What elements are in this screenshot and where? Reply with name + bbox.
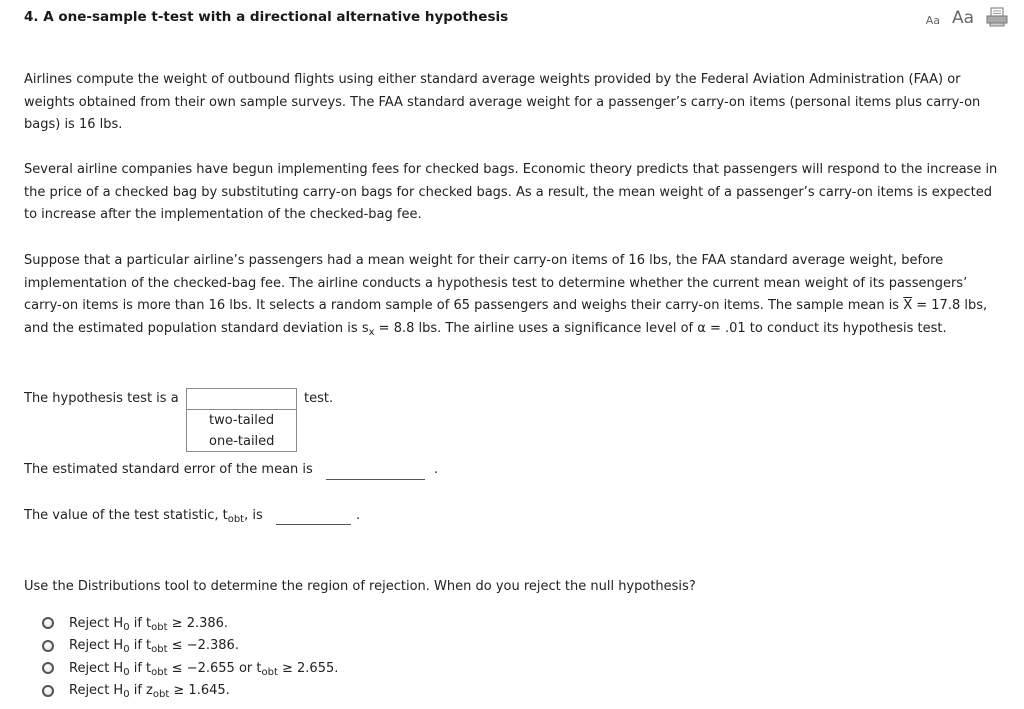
rejection-option[interactable] bbox=[42, 657, 338, 680]
option-text: Reject H bbox=[69, 683, 124, 699]
option-text: ≥ 2.655. bbox=[277, 660, 339, 676]
rejection-option[interactable] bbox=[42, 680, 338, 703]
test-type-dropdown[interactable] bbox=[186, 388, 297, 410]
option-text: ≤ −2.655 or t bbox=[167, 660, 262, 676]
question-test-statistic-label bbox=[24, 508, 263, 523]
question-test-type-suffix: test. bbox=[304, 391, 334, 406]
option-label bbox=[69, 661, 338, 676]
q3-prefix: The value of the test statistic, t bbox=[24, 508, 228, 523]
test-statistic-period: . bbox=[356, 508, 361, 523]
font-size-small-button[interactable]: Aa bbox=[925, 14, 940, 27]
test-statistic-input[interactable] bbox=[276, 524, 351, 525]
option-text: if bbox=[129, 615, 147, 631]
option-label bbox=[69, 683, 230, 701]
paragraph-bag-fees: Several airline companies have begun implementing fees for checked bags. Economic theory predicts that passengers will respond to the increase in the price of a checked bag by substituting carry-on bags for checked bags. As a result, the mean weight of a passenger’s carry-on items is expected to increase after the implementation of the checked-bag fee. bbox=[24, 162, 998, 222]
option-text: if bbox=[129, 660, 147, 676]
option-sub: obt bbox=[151, 666, 168, 678]
option-text: z bbox=[146, 683, 153, 699]
option-text: if bbox=[129, 683, 147, 699]
option-text: Reject H bbox=[69, 660, 124, 676]
paragraph-faa-weights: Airlines compute the weight of outbound flights using either standard average weights provided by the Federal Aviation Administration (FAA) or weights obtained from their own sample surveys. The FAA standard average weight for a passenger’s carry-on items (personal items plus carry-on bags) is 16 lbs. bbox=[24, 72, 981, 132]
rejection-options bbox=[42, 612, 338, 702]
question-test-type-label: The hypothesis test is a bbox=[24, 391, 179, 406]
question-standard-error-label: The estimated standard error of the mean is bbox=[24, 462, 313, 477]
radio-button[interactable] bbox=[42, 685, 54, 697]
option-text: Reject H bbox=[69, 615, 124, 631]
question-title: 4. A one-sample t-test with a directional alternative hypothesis bbox=[24, 9, 509, 25]
rejection-option[interactable] bbox=[42, 635, 338, 658]
option-text: t bbox=[146, 638, 152, 654]
test-type-options bbox=[186, 410, 297, 452]
option-two-tailed[interactable]: two-tailed bbox=[209, 413, 275, 428]
radio-button[interactable] bbox=[42, 662, 54, 674]
toolbar bbox=[926, 7, 1008, 27]
rejection-option[interactable] bbox=[42, 612, 338, 635]
option-sub: obt bbox=[151, 644, 168, 656]
radio-button[interactable] bbox=[42, 640, 54, 652]
paragraph-sample-description bbox=[24, 250, 999, 340]
option-sub: 0 bbox=[123, 621, 130, 633]
option-text: Reject H bbox=[69, 638, 124, 654]
option-text: t bbox=[146, 660, 152, 676]
standard-error-input[interactable] bbox=[326, 479, 425, 480]
option-label bbox=[69, 638, 239, 656]
xbar-symbol: $\overline{X}$ bbox=[903, 298, 913, 313]
option-text: ≥ 1.645. bbox=[169, 683, 230, 699]
option-sub: 0 bbox=[123, 644, 130, 656]
standard-error-period: . bbox=[434, 462, 439, 477]
question-rejection-region: Use the Distributions tool to determine the region of rejection. When do you reject the null hypothesis? bbox=[24, 579, 696, 594]
p3-text-1: Suppose that a particular airline’s passengers had a mean weight for their carry-on items of 16 lbs, the FAA standard average weight, before implementation of the checked-bag fee. The airline conducts a hypothesis test to determine whether the current mean weight of its passengers’ carry-on items is more than 16 lbs. It selects a random sample of 65 passengers and weighs their carry-on items. The sample mean is bbox=[24, 253, 968, 313]
option-sub: 0 bbox=[123, 666, 130, 678]
q3-suffix: , is bbox=[244, 508, 263, 523]
option-sub: obt bbox=[261, 666, 278, 678]
p3-text-3: = 8.8 lbs. The airline uses a significance level of α = .01 to conduct its hypothesis test. bbox=[374, 320, 947, 336]
font-size-large-button[interactable]: Aa bbox=[951, 8, 974, 28]
option-text: if bbox=[129, 638, 147, 654]
option-sub: obt bbox=[151, 621, 168, 633]
option-sub: obt bbox=[152, 689, 170, 701]
option-label bbox=[69, 616, 228, 631]
option-text: t bbox=[146, 615, 152, 631]
option-one-tailed[interactable]: one-tailed bbox=[209, 434, 275, 449]
radio-button[interactable] bbox=[42, 617, 54, 629]
p3-text-2: = 17.8 lbs, and the estimated population standard deviation is s bbox=[24, 298, 988, 336]
option-sub: 0 bbox=[123, 689, 130, 701]
option-text: ≤ −2.386. bbox=[167, 638, 239, 654]
option-text: ≥ 2.386. bbox=[167, 615, 229, 631]
print-icon[interactable] bbox=[986, 7, 1008, 27]
q3-subscript: obt bbox=[227, 514, 245, 525]
sx-subscript: x bbox=[368, 326, 375, 338]
